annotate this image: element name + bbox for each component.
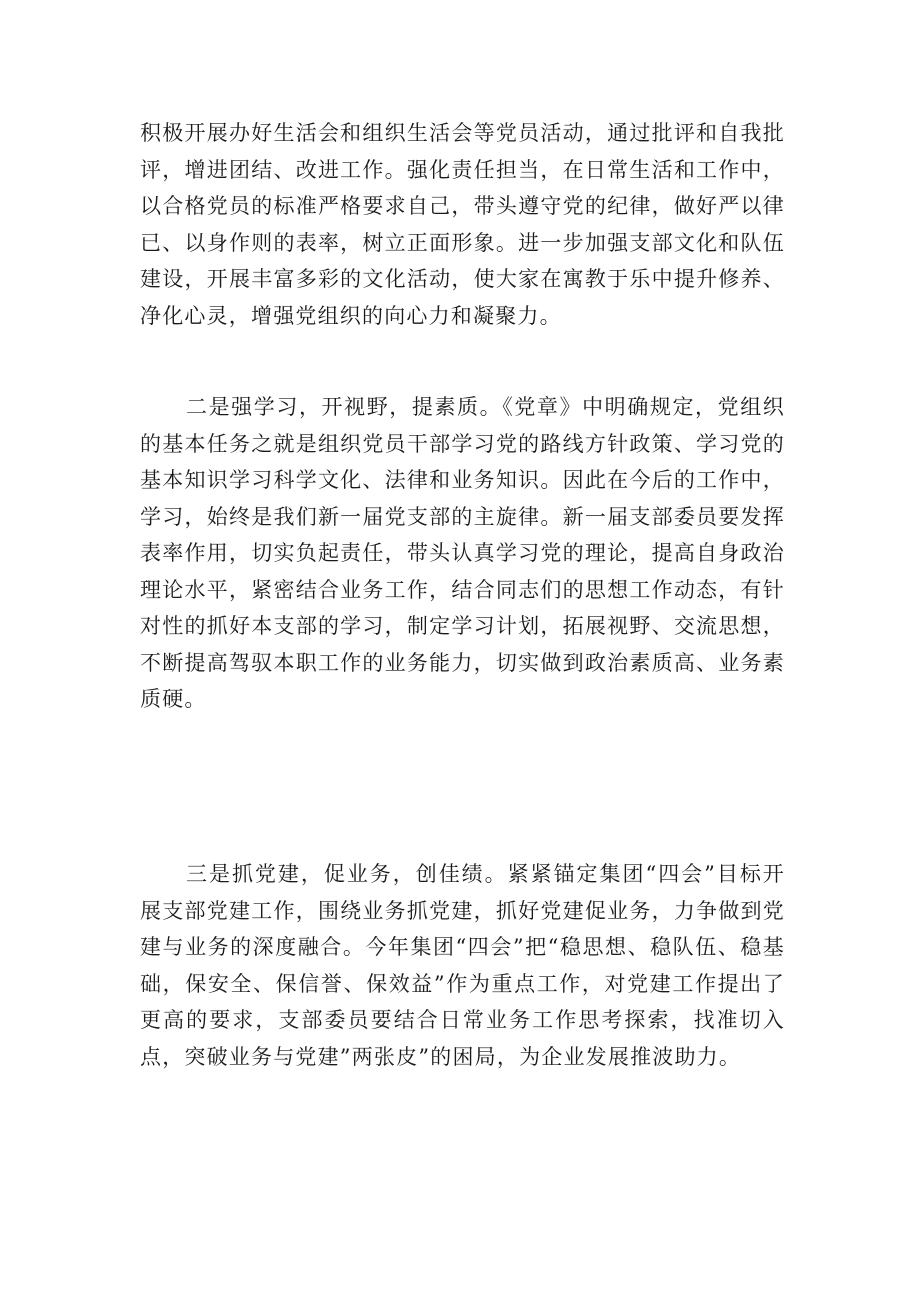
paragraph-party-building: 三是抓党建，促业务，创佳绩。紧紧锚定集团“四会”目标开展支部党建工作，围绕业务抓党建，抓好党建促业务，力争做到党建与业务的深度融合。今年集团“四会”把“稳思想、稳队伍、稳基础，保安全、保信誉、保效益”作为重点工作，对党建工作提出了更高的要求，支部委员要结合日常业务工作思考探索，找准切入点，突破业务与党建”两张皮”的困局，为企业发展推波助力。 <box>140 862 785 1069</box>
paragraph-study: 二是强学习，开视野，提素质。《党章》中明确规定，党组织的基本任务之就是组织党员干部学习党的路线方针政策、学习党的基本知识学习科学文化、法律和业务知识。因此在今后的工作中，学习，始终是我们新一届党支部的主旋律。新一届支部委员要发挥表率作用，切实负起责任，带头认真学习党的理论，提高自身政治理论水平，紧密结合业务工作，结合同志们的思想工作动态，有针对性的抓好本支部的学习，制定学习计划，拓展视野、交流思想，不断提高驾驭本职工作的业务能力，切实做到政治素质高、业务素质硬。 <box>140 395 785 711</box>
paragraph-continuation: 积极开展办好生活会和组织生活会等党员活动，通过批评和自我批评，增进团结、改进工作。强化责任担当，在日常生活和工作中，以合格党员的标准严格要求自己，带头遵守党的纪律，做好严以律已、以身作则的表率，树立正面形象。进一步加强支部文化和队伍建设，开展丰富多彩的文化活动，使大家在寓教于乐中提升修养、净化心灵，增强党组织的向心力和凝聚力。 <box>140 121 785 328</box>
